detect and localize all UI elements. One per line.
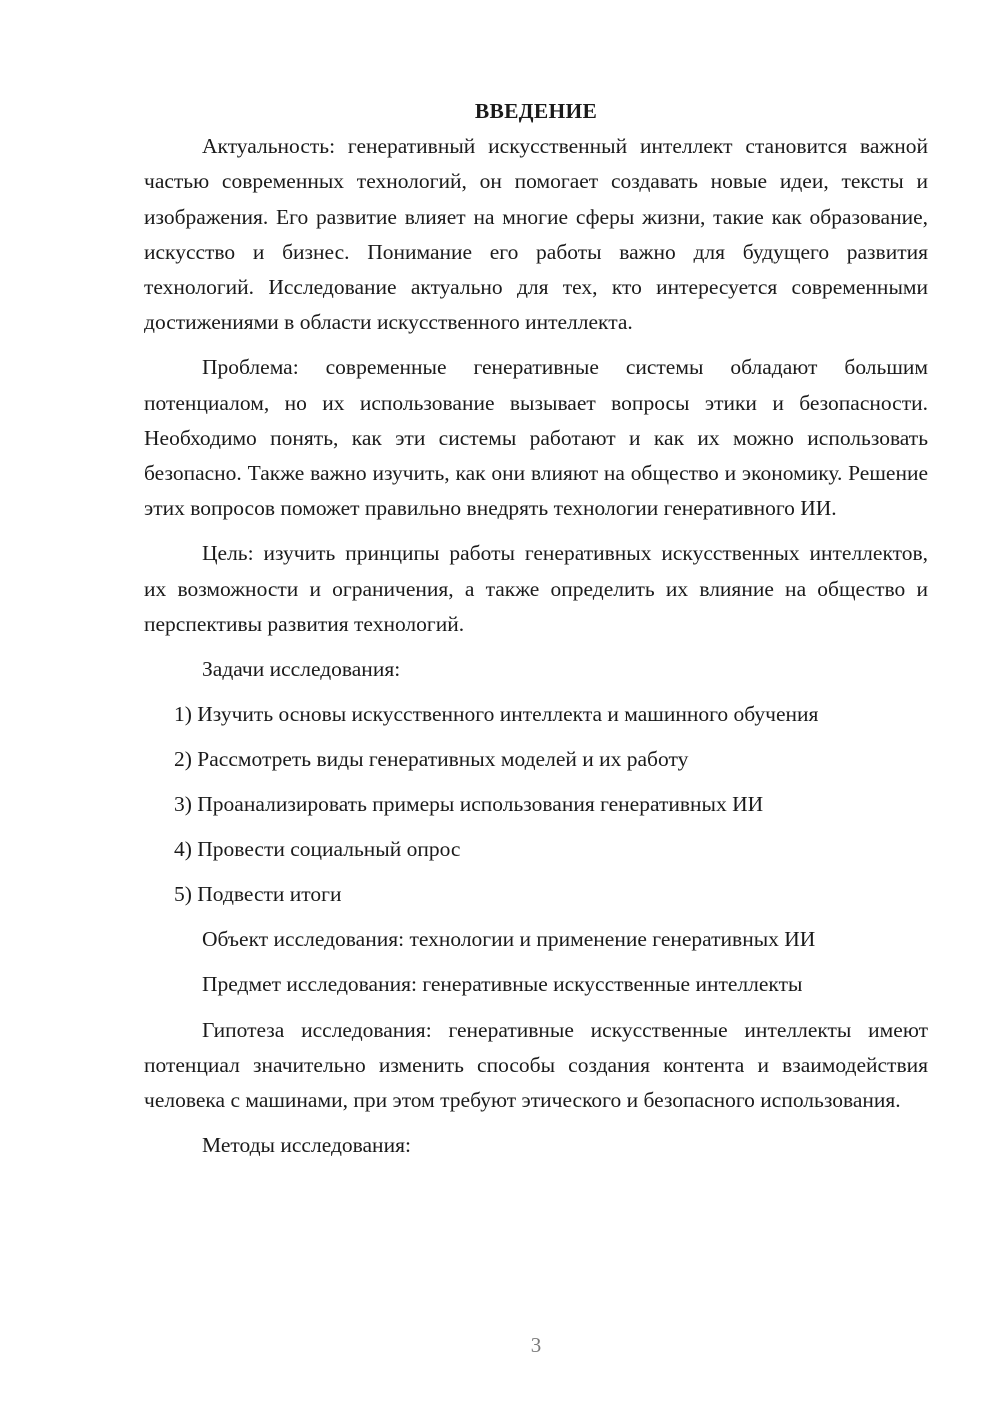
task-item: 3) Проанализировать примеры использования генеративных ИИ (174, 792, 764, 817)
tasks-list (144, 697, 928, 922)
object-paragraph: Объект исследования: технологии и применение генеративных ИИ (202, 927, 816, 952)
page-content (144, 94, 928, 1163)
page-number: 3 (530, 1333, 542, 1357)
tasks-heading: Задачи исследования: (202, 657, 401, 682)
task-item: 1) Изучить основы искусственного интеллекта и машинного обучения (174, 702, 819, 727)
task-item: 2) Рассмотреть виды генеративных моделей и их работу (174, 747, 689, 772)
relevance-paragraph: Актуальность: генеративный искусственный интеллект становится важной частью современных технологий, он помогает создавать новые идеи, тексты и изображения. Его развитие влияет на многие сферы жизни, такие как образование, искусство и бизнес. Понимание его работы важно для будущего развития технологий. Исследование актуально для тех, кто интересуется современными достижениями в области искусственного интеллекта. (144, 134, 928, 335)
task-item: 5) Подвести итоги (174, 882, 342, 907)
task-item: 4) Провести социальный опрос (174, 837, 461, 862)
subject-paragraph: Предмет исследования: генеративные искусственные интеллекты (202, 972, 803, 997)
hypothesis-paragraph: Гипотеза исследования: генеративные искусственные интеллекты имеют потенциал значительно изменить способы создания контента и взаимодействия человека с машинами, при этом требуют этического и безопасного использования. (144, 1017, 928, 1113)
problem-paragraph: Проблема: современные генеративные системы обладают большим потенциалом, но их использование вызывает вопросы этики и безопасности. Необходимо понять, как эти системы работают и как их можно использовать безопасно. Также важно изучить, как они влияют на общество и экономику. Решение этих вопросов поможет правильно внедрять технологии генеративного ИИ. (144, 355, 928, 521)
page-title: ВВЕДЕНИЕ (474, 99, 598, 123)
methods-heading: Методы исследования: (202, 1133, 411, 1158)
goal-paragraph: Цель: изучить принципы работы генеративных искусственных интеллектов, их возможности и ограничения, а также определить их влияние на общество и перспективы развития технологий. (144, 541, 928, 636)
